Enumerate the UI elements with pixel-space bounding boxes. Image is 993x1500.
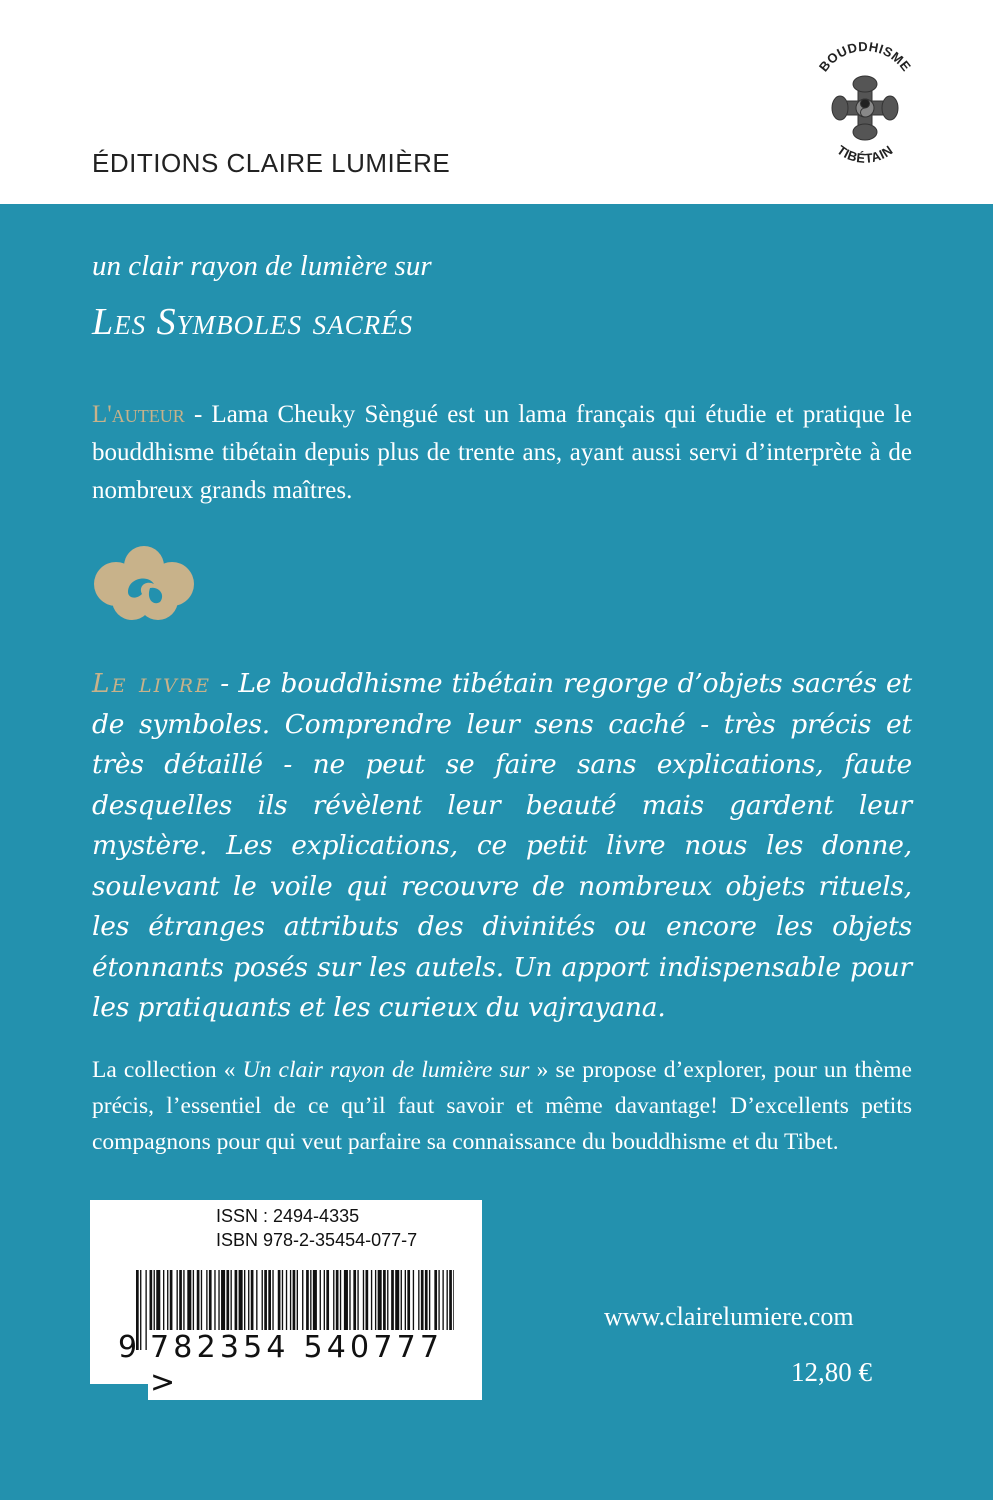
collection-series-name: Un clair rayon de lumière sur <box>242 1057 530 1083</box>
author-section <box>92 396 912 510</box>
svg-text:TIBÉTAIN <box>834 142 896 166</box>
author-text: - Lama Cheuky Sèngué est un lama français qui étudie et pratique le bouddhisme tibétain depuis plus de trente ans, ayant aussi servi d’interprète à de nombreux grands maîtres. <box>92 401 912 504</box>
emblem <box>800 36 930 186</box>
barcode-first-digit: 9 <box>118 1330 138 1365</box>
emblem-bottom-text: TIBÉTAIN <box>834 142 896 166</box>
publisher-name: ÉDITIONS CLAIRE LUMIÈRE <box>92 148 451 178</box>
barcode-bar <box>140 1270 141 1350</box>
book-text: - Le bouddhisme tibétain regorge d’objets sacrés et de symboles. Comprendre leur sens caché - très précis et très détaillé - ne peut se faire sans explications, faute desquelles ils révèlent leur beauté mais gardent leur mystère. Les explications, ce petit livre nous les donne, soulevant le voile qui recouvre de nombreux objets rituels, les étranges attributs des divinités ou encore les objets étonnants posés sur les autels. Un apport indispensable pour les pratiquants et les curieux du vajrayana. <box>92 668 912 1023</box>
double-vajra-icon <box>800 36 930 186</box>
book-description <box>92 664 912 1029</box>
issn-text: ISSN : 2494-4335 <box>216 1206 360 1226</box>
barcode-digits: 782354 540777 > <box>148 1330 482 1400</box>
barcode-box <box>90 1200 482 1400</box>
author-label: L'auteur <box>92 401 185 428</box>
barcode-bar <box>145 1270 146 1350</box>
website-link[interactable]: www.clairelumiere.com <box>604 1302 854 1331</box>
book-label: Le livre <box>92 668 211 699</box>
emblem-top-text: BOUDDHISME <box>815 38 915 75</box>
collection-after: » se propose d’explorer, pour un thème précis, l’essentiel de ce qu’il faut savoir et même davantage! D’excellents petits compagnons pour qui veut parfaire sa connaissance du bouddhisme et du Tibet. <box>92 1057 912 1155</box>
svg-text:BOUDDHISME <box>816 39 914 74</box>
collection-text <box>92 1052 912 1160</box>
isbn-text: ISBN 978-2-35454-077-7 <box>216 1230 418 1250</box>
cloud-ornament-icon <box>88 544 200 622</box>
price: 12,80 € <box>791 1357 872 1387</box>
series-line: un clair rayon de lumière sur <box>92 250 432 282</box>
collection-before: La collection « <box>92 1057 243 1083</box>
book-title: Les Symboles sacrés <box>92 301 414 343</box>
